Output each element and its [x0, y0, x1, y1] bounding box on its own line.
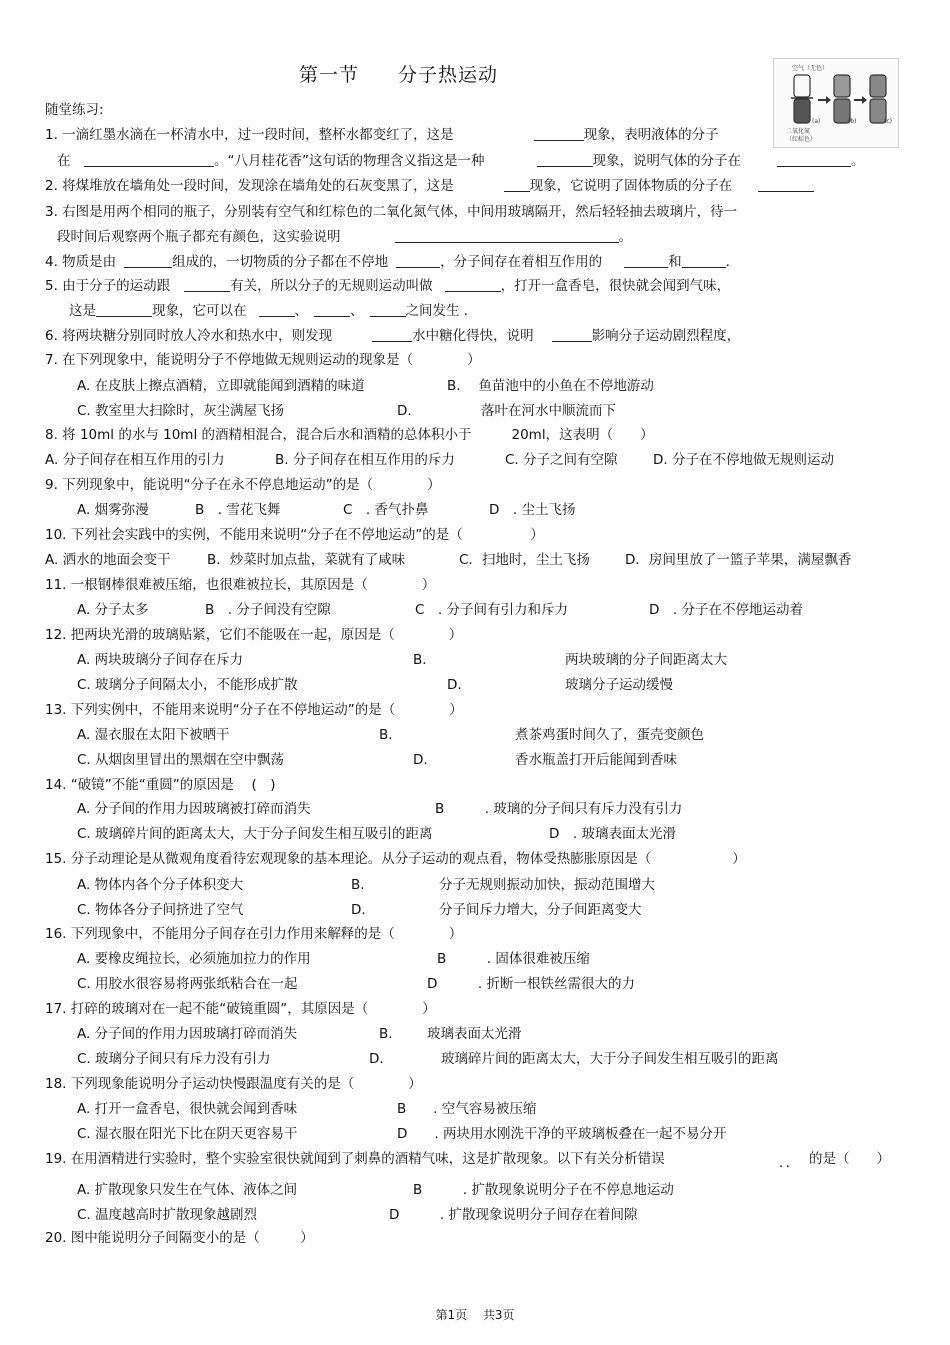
q15-option-b: 分子无规则振动加快，振动范围增大 [439, 877, 655, 893]
q5-text: 5. 由于分子的运动跟 有关，所以分子的无规则运动叫做 ，打开一盒香皂，很快就会闻到气味， [45, 278, 731, 294]
q13-option-d: 香水瓶盖打开后能闻到香味 [515, 752, 677, 768]
q17-option-d: 玻璃碎片间的距离太大，大于分子间发生相互吸引的距离 [441, 1051, 779, 1067]
q15-option-b-letter: B. [351, 877, 365, 893]
page-footer [0, 1306, 950, 1323]
q11-option-b: B . 分子间没有空隙 [205, 602, 331, 618]
q19-option-a: A. 扩散现象只发生在气体、液体之间 [77, 1182, 298, 1198]
diffusion-figure [773, 58, 899, 148]
q6-text: 6. 将两块糖分别同时放人冷水和热水中，则发现 水中糖化得快，说明 影响分子运动剧烈程度， [45, 328, 741, 344]
q15-stem: 15. 分子动理论是从微观角度看待宏观现象的基本理论。从分子运动的观点看，物体受热膨胀原因是（ ） [45, 851, 746, 867]
q12-option-b: 两块玻璃的分子间距离太大 [565, 652, 727, 668]
q19-emphasis-dots: ．． [779, 1155, 800, 1171]
q18-stem: 18. 下列现象能说明分子运动快慢跟温度有关的是（ ） [45, 1076, 422, 1092]
q13-option-b: 煮茶鸡蛋时间久了，蛋壳变颜色 [515, 727, 704, 743]
q7-stem: 7. 在下列现象中，能说明分子不停地做无规则运动的现象是（ ） [45, 352, 481, 368]
q14-option-c: C. 玻璃碎片间的距离太大，大于分子间发生相互吸引的距离 [77, 826, 433, 842]
q17-option-b-letter: B. [379, 1026, 393, 1042]
q10-stem: 10. 下列社会实践中的实例，不能用来说明“分子在不停地运动”的是（ ） [45, 527, 544, 543]
q7-option-a: A. 在皮肤上擦点酒精，立即就能闻到酒精的味道 [77, 378, 365, 394]
q16-option-d: D . 折断一根铁丝需很大的力 [427, 976, 635, 992]
figure-label-no2-color: （红棕色） [786, 136, 817, 143]
q17-option-a: A. 分子间的作用力因玻璃打碎而消失 [77, 1026, 298, 1042]
page-title: 分子热运动 [398, 64, 499, 86]
q4-text: 4. 物质是由 组成的，一切物质的分子都在不停地 ，分子间存在着相互作用的 和 . [45, 254, 730, 270]
q10-option-d: D．房间里放了一篮子苹果，满屋飘香 [625, 552, 852, 568]
q9-option-c: C . 香气扑鼻 [343, 502, 429, 518]
q10-option-c: C．扫地时，尘土飞扬 [459, 552, 590, 568]
q14-option-d: D . 玻璃表面太光滑 [549, 826, 676, 842]
q18-option-c: C. 湿衣服在阳光下比在阴天更容易干 [77, 1126, 298, 1142]
q11-option-c: C . 分子间有引力和斥力 [415, 602, 569, 618]
q20-stem: 20. 图中能说明分子间隔变小的是（ ） [45, 1230, 314, 1246]
q2-text: 2. 将煤堆放在墙角处一段时间，发现涂在墙角处的石灰变黑了，这是 现象，它说明了固体物质的分子在 [45, 177, 814, 195]
figure-label-b: (b) [848, 118, 857, 125]
q15-option-d-letter: D. [351, 902, 366, 918]
page-total: 共3页 [482, 1308, 515, 1322]
practice-heading: 随堂练习: [45, 102, 104, 118]
q1-text-2: 在 。“八月桂花香”这句话的物理含义指这是一种 现象，说明气体的分子在 。 [57, 153, 865, 169]
page-number: 第1页 [435, 1308, 468, 1322]
q19-option-d: D . 扩散现象说明分子间存在着间隙 [389, 1207, 638, 1223]
q18-option-a: A. 打开一盒香皂，很快就会闻到香味 [77, 1101, 298, 1117]
q19-option-b: B . 扩散现象说明分子在不停息地运动 [413, 1182, 674, 1198]
q10-option-b: B．炒菜时加点盐，菜就有了咸味 [207, 552, 406, 568]
q14-option-b: B . 玻璃的分子间只有斥力没有引力 [435, 801, 683, 817]
q7-option-c: C. 教室里大扫除时，灰尘满屋飞扬 [77, 403, 285, 419]
q9-option-a: A. 烟雾弥漫 [77, 502, 149, 518]
q12-option-d: 玻璃分子运动缓慢 [565, 677, 673, 693]
q14-stem: 14. “破镜”不能“重圆”的原因是 ( ) [45, 777, 276, 793]
q7-option-d-letter: D. [397, 403, 412, 419]
figure-label-air: 空气（无色） [792, 65, 829, 72]
section-number: 第一节 [299, 64, 360, 86]
q7-option-b: B. 鱼苗池中的小鱼在不停地游动 [447, 378, 654, 394]
q3-text-2: 段时间后观察两个瓶子都充有颜色，这实验说明 。 [57, 229, 632, 245]
q9-option-d: D . 尘土飞扬 [489, 502, 576, 518]
q18-option-d: D . 两块用水刚洗干净的平玻璃板叠在一起不易分开 [397, 1126, 727, 1142]
jars-illustration [774, 59, 898, 147]
q19-stem: 19. 在用酒精进行实验时，整个实验室很快就闻到了刺鼻的酒精气味，这是扩散现象。以下有关分析错误 [45, 1151, 665, 1167]
q19-stem-end: 的是（ ） [809, 1151, 890, 1167]
q13-stem: 13. 下列实例中，不能用来说明“分子在不停地运动”的是（ ） [45, 702, 463, 718]
q17-option-d-letter: D. [369, 1051, 384, 1067]
q13-option-b-letter: B. [379, 727, 393, 743]
figure-label-c: (c) [884, 118, 892, 125]
q11-option-d: D . 分子在不停地运动着 [649, 602, 803, 618]
q14-option-a: A. 分子间的作用力因玻璃被打碎而消失 [77, 801, 311, 817]
q12-option-b-letter: B. [413, 652, 427, 668]
q9-stem: 9. 下列现象中，能说明“分子在永不停息地运动”的是（ ） [45, 477, 441, 493]
q8-option-c: C. 分子之间有空隙 [505, 452, 618, 468]
q16-option-b: B . 固体很难被压缩 [437, 951, 590, 967]
q15-option-a: A. 物体内各个分子体积变大 [77, 877, 244, 893]
q8-option-a: A. 分子间存在相互作用的引力 [45, 452, 225, 468]
q10-option-a: A. 洒水的地面会变干 [45, 552, 171, 568]
q5-text-2: 这是 现象，它可以在 、 、 之间发生 ． [69, 303, 478, 319]
q19-option-c: C. 温度越高时扩散现象越剧烈 [77, 1207, 258, 1223]
q13-option-d-letter: D. [413, 752, 428, 768]
q8-option-d: D. 分子在不停地做无规则运动 [653, 452, 834, 468]
q12-stem: 12. 把两块光滑的玻璃贴紧，它们不能吸在一起，原因是（ ） [45, 627, 463, 643]
q16-stem: 16. 下列现象中，不能用分子间存在引力作用来解释的是（ ） [45, 926, 463, 942]
q11-option-a: A. 分子太多 [77, 602, 149, 618]
q7-option-d: 落叶在河水中顺流而下 [481, 403, 616, 419]
q12-option-d-letter: D. [447, 677, 462, 693]
q13-option-c: C. 从烟囱里冒出的黑烟在空中飘荡 [77, 752, 285, 768]
figure-label-no2: 二氧化氮 [786, 128, 811, 135]
q1-text: 1. 一滴红墨水滴在一杯清水中，过一段时间，整杯水都变红了，这是 现象，表明液体的分子 [45, 127, 719, 143]
q16-option-c: C. 用胶水很容易将两张纸粘合在一起 [77, 976, 298, 992]
q18-option-b: B . 空气容易被压缩 [397, 1101, 537, 1117]
q17-option-b: 玻璃表面太光滑 [427, 1026, 522, 1042]
q12-option-c: C. 玻璃分子间隔太小，不能形成扩散 [77, 677, 298, 693]
q16-option-a: A. 要橡皮绳拉长，必须施加拉力的作用 [77, 951, 311, 967]
q9-option-b: B . 雪花飞舞 [195, 502, 281, 518]
q17-option-c: C. 玻璃分子间只有斥力没有引力 [77, 1051, 271, 1067]
q15-option-d: 分子间斥力增大，分子间距离变大 [439, 902, 642, 918]
q8-option-b: B. 分子间存在相互作用的斥力 [275, 452, 455, 468]
q17-stem: 17. 打碎的玻璃对在一起不能“破镜重圆”，其原因是（ ） [45, 1001, 436, 1017]
q12-option-a: A. 两块玻璃分子间存在斥力 [77, 652, 244, 668]
q8-stem: 8. 将 10ml 的水与 10ml 的酒精相混合，混合后水和酒精的总体积小于 20ml，这表明（ ） [45, 427, 654, 443]
figure-label-a: (a) [812, 118, 821, 125]
q15-option-c: C. 物体各分子间挤进了空气 [77, 902, 244, 918]
q3-text: 3. 右图是用两个相同的瓶子，分别装有空气和红棕色的二氧化氮气体，中间用玻璃隔开，然后轻轻抽去玻璃片，待一 [45, 204, 738, 220]
q11-stem: 11. 一根钢棒很难被压缩，也很难被拉长，其原因是（ ） [45, 577, 436, 593]
q13-option-a: A. 湿衣服在太阳下被晒干 [77, 727, 230, 743]
